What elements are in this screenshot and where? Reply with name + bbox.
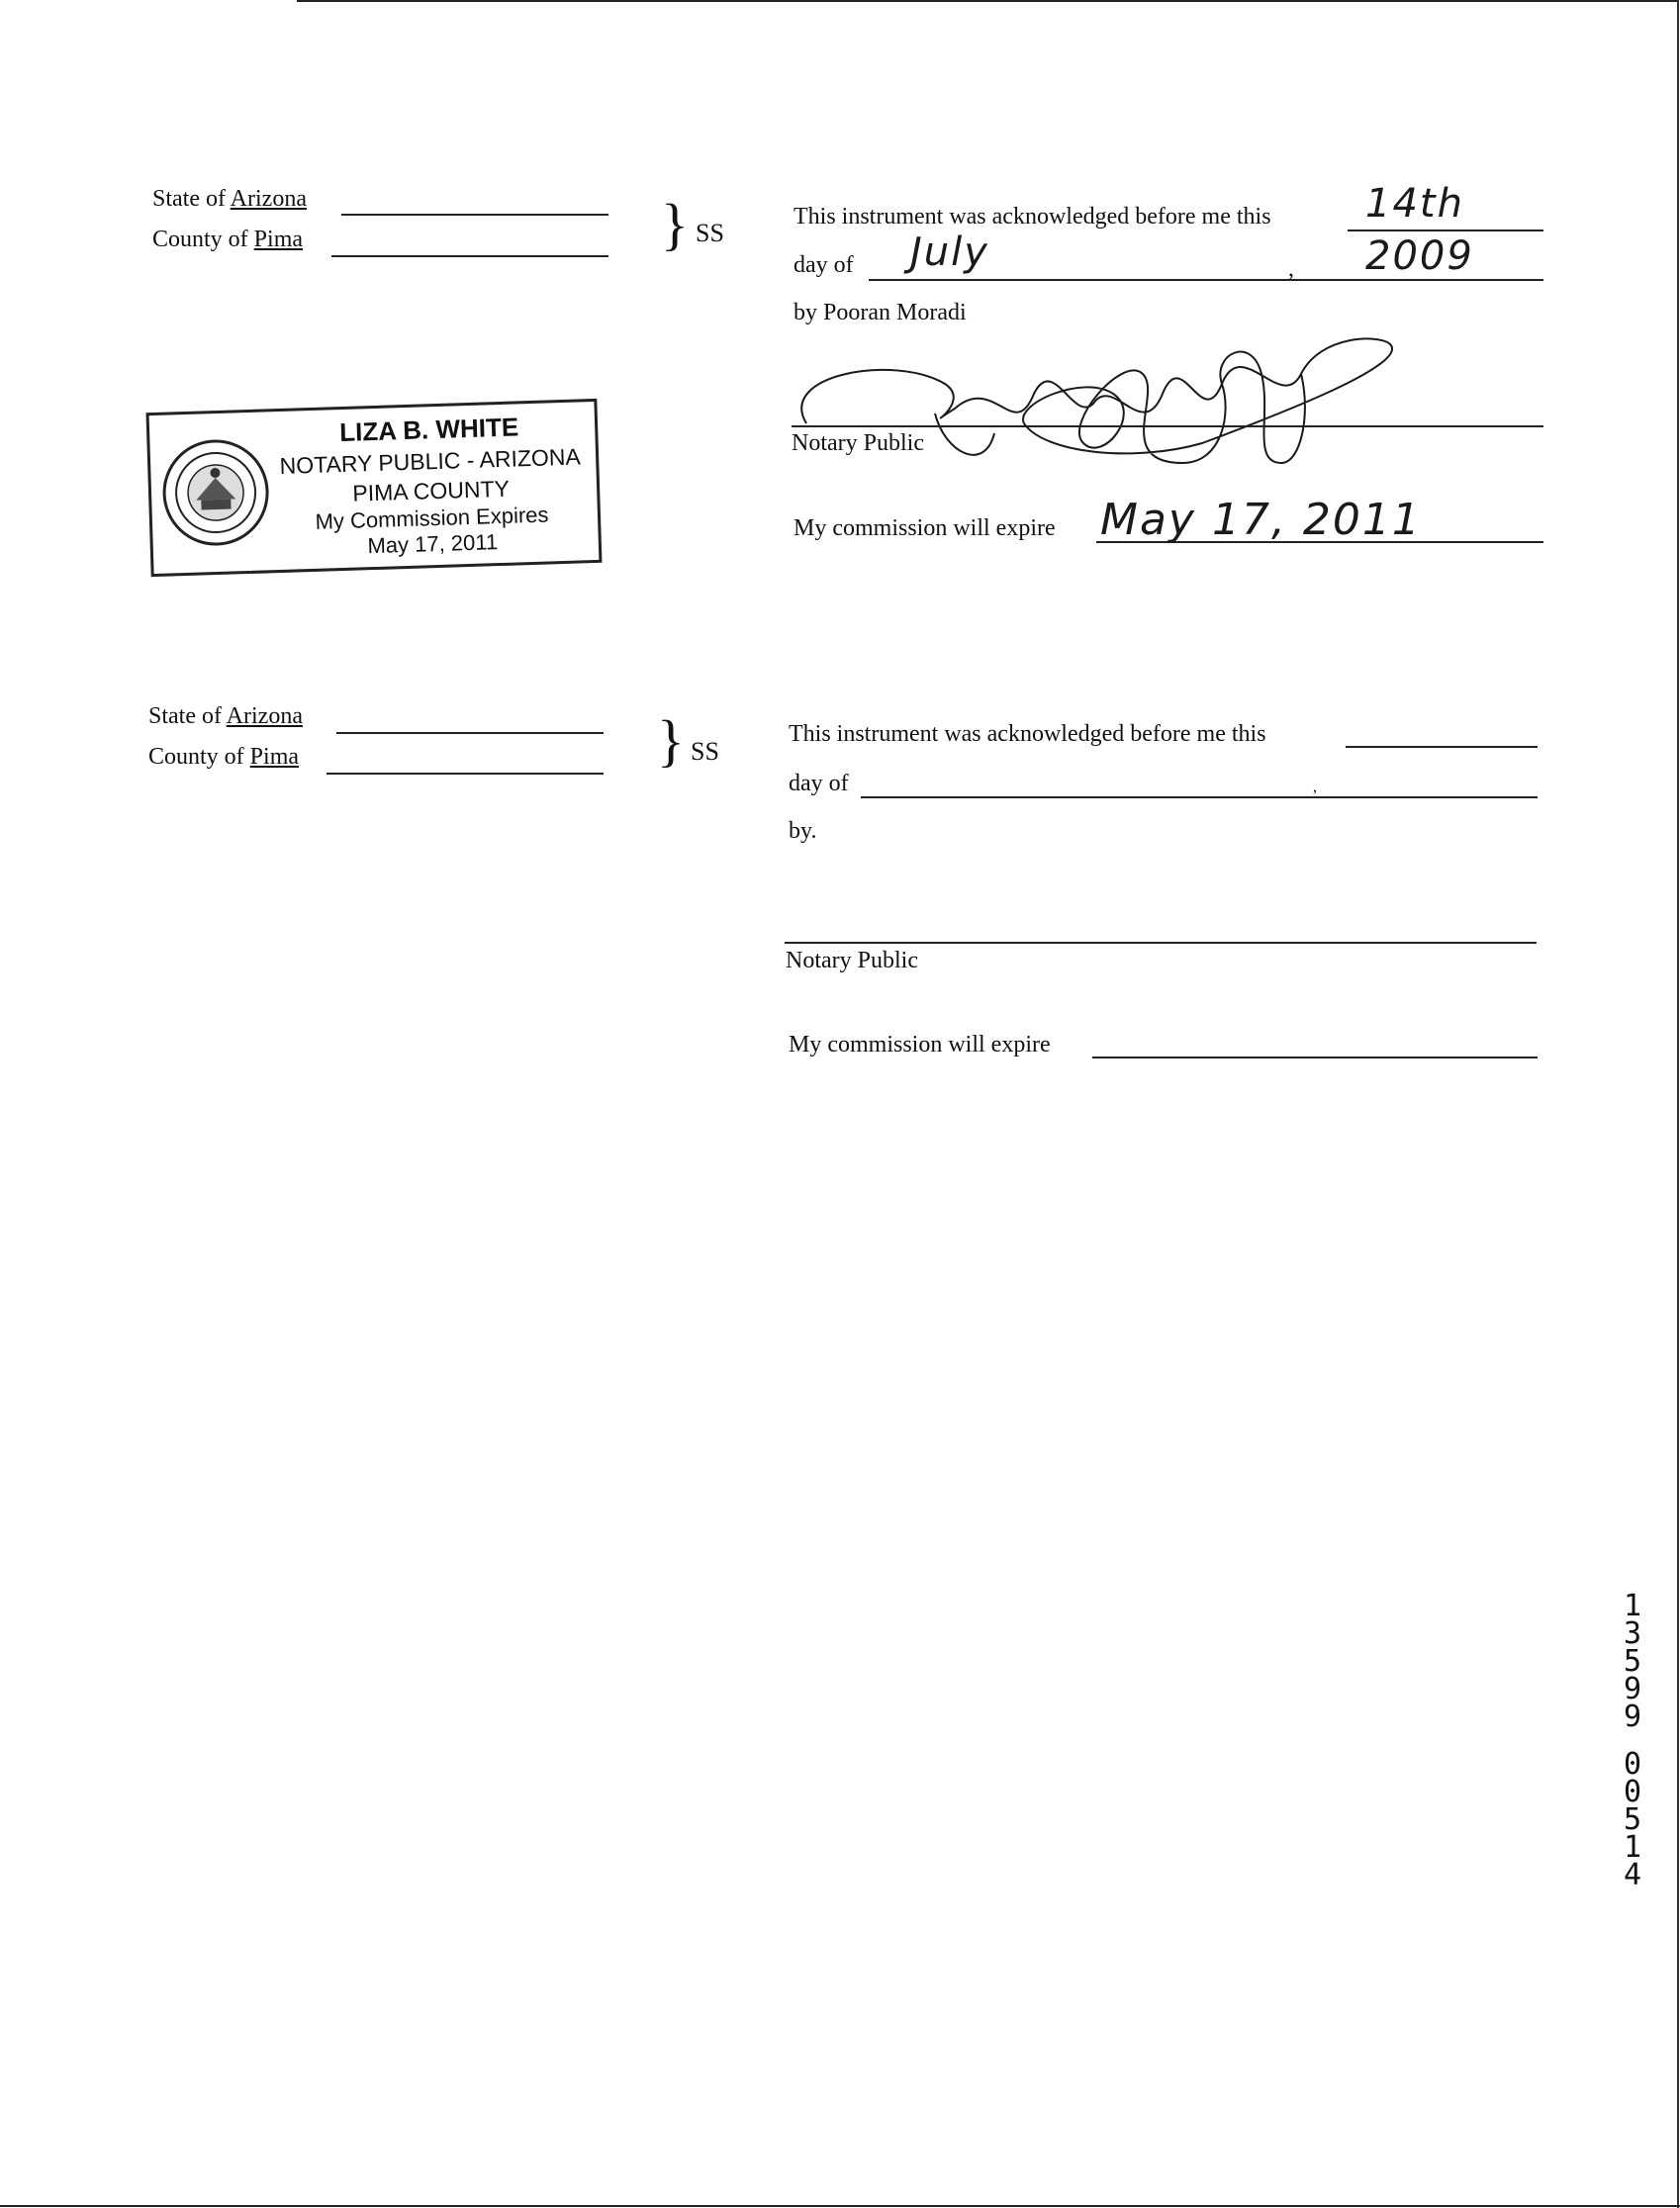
stamp-expires-date: May 17, 2011	[367, 529, 499, 559]
county-value: Pima	[249, 744, 300, 770]
handwritten-month: July	[910, 230, 989, 275]
notary-signature	[787, 315, 1410, 483]
state-rule-2	[336, 732, 604, 734]
state-value: Arizona	[230, 186, 307, 212]
county-rule-2	[327, 773, 604, 775]
ack-text-1: This instrument was acknowledged before me this	[793, 204, 1271, 230]
doc-digit: 4	[1623, 1858, 1642, 1892]
doc-digit: 9	[1623, 1672, 1642, 1706]
doc-digit: 5	[1623, 1644, 1642, 1679]
notary-label-1: Notary Public	[792, 430, 924, 456]
county-label-text: County of	[152, 227, 248, 252]
ack-text-2: This instrument was acknowledged before me this	[789, 721, 1266, 747]
ss-label-2: SS	[691, 737, 719, 766]
county-value: Pima	[253, 227, 304, 252]
expire-label-1: My commission will expire	[793, 515, 1056, 541]
stamp-county: PIMA COUNTY	[352, 475, 511, 506]
state-value: Arizona	[226, 703, 303, 729]
state-seal-icon	[159, 436, 271, 548]
county-label-text: County of	[148, 744, 244, 770]
doc-digit: 0	[1623, 1775, 1642, 1809]
right-border	[1677, 0, 1679, 2208]
ss-label-1: SS	[696, 219, 724, 247]
expire-label-2: My commission will expire	[789, 1032, 1051, 1058]
doc-digit: 1	[1623, 1830, 1642, 1865]
stamp-expires-label: My Commission Expires	[315, 502, 549, 534]
day-of-rule-2	[861, 796, 1538, 798]
by-text-2: by.	[789, 818, 817, 844]
state-label-1	[152, 185, 307, 213]
handwritten-expire-date: May 17, 2011	[1100, 495, 1422, 545]
county-label-1	[152, 226, 303, 253]
notary-label-2: Notary Public	[786, 948, 918, 973]
by-text-1: by Pooran Moradi	[793, 300, 967, 325]
state-label-text: State of	[152, 186, 226, 212]
notary-signature-rule-2	[785, 942, 1537, 944]
doc-digit: 1	[1623, 1589, 1642, 1623]
state-label-2	[148, 702, 303, 730]
comma-1: ,	[1288, 256, 1294, 282]
notary-signature-rule-1	[792, 425, 1543, 427]
notary-stamp	[146, 399, 603, 577]
county-label-2	[148, 743, 299, 771]
doc-digit: 9	[1623, 1700, 1642, 1734]
comma-2: ,	[1313, 779, 1317, 795]
brace-1: }	[661, 192, 689, 256]
ack-day-rule-1	[1348, 230, 1543, 231]
doc-digit: 3	[1623, 1616, 1642, 1651]
bottom-border	[0, 2205, 1680, 2207]
stamp-name: LIZA B. WHITE	[338, 412, 519, 448]
expire-rule-2	[1092, 1057, 1538, 1058]
county-rule-1	[331, 255, 608, 257]
day-of-label-2: day of	[789, 771, 849, 796]
doc-digit: 0	[1623, 1747, 1642, 1782]
day-of-rule-1	[869, 279, 1543, 281]
ack-day-rule-2	[1346, 746, 1538, 748]
document-number	[1613, 1589, 1652, 1892]
day-of-label-1: day of	[793, 252, 854, 278]
brace-2: }	[657, 708, 685, 773]
state-label-text: State of	[148, 703, 222, 729]
doc-digit: 5	[1623, 1802, 1642, 1837]
state-rule-1	[341, 214, 608, 216]
handwritten-day: 14th	[1365, 181, 1464, 227]
top-border	[297, 0, 1677, 2]
stamp-title: NOTARY PUBLIC - ARIZONA	[279, 443, 582, 479]
handwritten-year: 2009	[1365, 233, 1474, 279]
